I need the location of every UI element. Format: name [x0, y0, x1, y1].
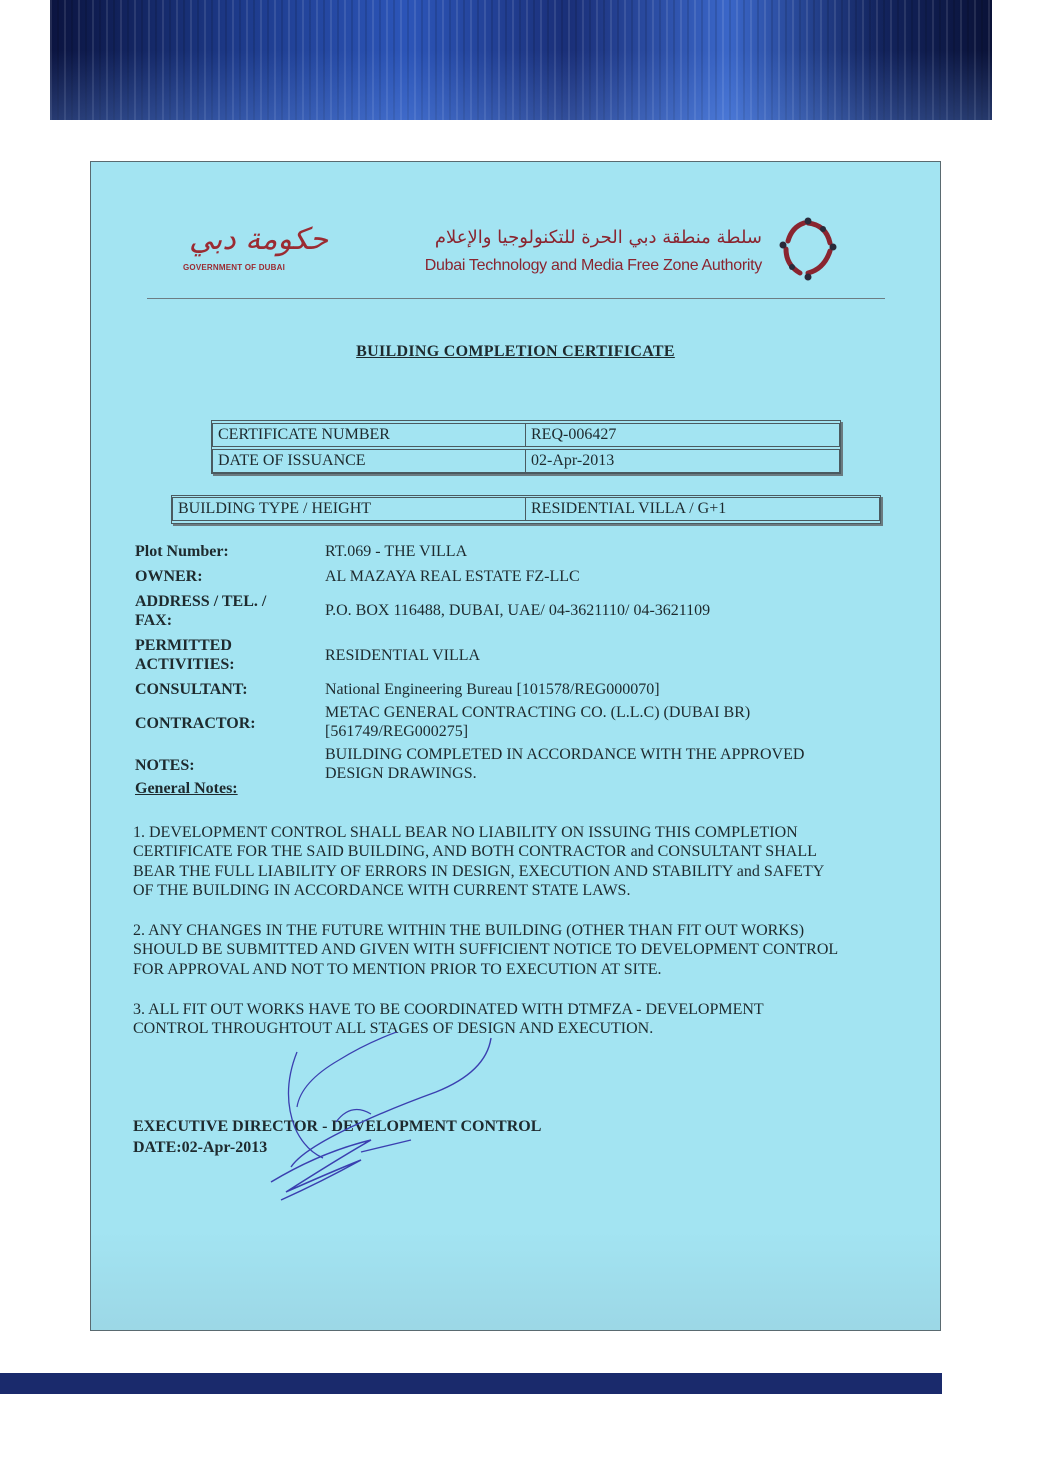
building-type-label: BUILDING TYPE / HEIGHT [178, 500, 372, 517]
date-of-issuance-value: 02-Apr-2013 [525, 450, 839, 472]
general-note-3 [133, 1000, 933, 1039]
table-row [172, 497, 880, 521]
document-title: BUILDING COMPLETION CERTIFICATE [356, 343, 675, 360]
owner-value: AL MAZAYA REAL ESTATE FZ-LLC [325, 568, 580, 585]
dtmfza-logo-icon [778, 217, 838, 283]
general-note-1 [133, 823, 933, 900]
gov-logo-arabic: حكومة دبي [189, 222, 329, 257]
gov-logo-english: GOVERNMENT OF DUBAI [183, 263, 286, 272]
notes-value-line1: BUILDING COMPLETED IN ACCORDANCE WITH THE APPROVED [325, 746, 805, 763]
table-row [212, 423, 840, 447]
building-type-value: RESIDENTIAL VILLA / G+1 [525, 498, 879, 520]
certificate-document [90, 161, 941, 1331]
note-line: CERTIFICATE FOR THE SAID BUILDING, AND BOTH CONTRACTOR and CONSULTANT SHALL [133, 843, 817, 861]
top-banner [50, 0, 992, 120]
date-of-issuance-label: DATE OF ISSUANCE [218, 452, 366, 469]
paper-shade [91, 1230, 940, 1330]
address-label-line1: ADDRESS / TEL. / [135, 593, 267, 610]
owner-label: OWNER: [135, 568, 203, 585]
bottom-bar [0, 1373, 942, 1394]
note-line: SHOULD BE SUBMITTED AND GIVEN WITH SUFFICIENT NOTICE TO DEVELOPMENT CONTROL [133, 941, 839, 959]
note-line: BEAR THE FULL LIABILITY OF ERRORS IN DESIGN, EXECUTION AND STABILITY and SAFETY [133, 862, 825, 880]
contractor-label: CONTRACTOR: [135, 715, 256, 732]
address-value: P.O. BOX 116488, DUBAI, UAE/ 04-3621110/ 04-3621109 [325, 602, 711, 619]
note-line: OF THE BUILDING IN ACCORDANCE WITH CURRENT STATE LAWS. [133, 881, 631, 899]
note-line: 2. ANY CHANGES IN THE FUTURE WITHIN THE BUILDING (OTHER THAN FIT OUT WORKS) [133, 922, 805, 939]
plot-number-label: Plot Number: [135, 543, 229, 560]
permitted-value: RESIDENTIAL VILLA [325, 647, 481, 664]
header-divider [147, 298, 885, 299]
notes-value-line2: DESIGN DRAWINGS. [325, 765, 477, 782]
signatory-date: DATE:02-Apr-2013 [133, 1139, 268, 1156]
certificate-info-table [211, 420, 841, 474]
note-line: 1. DEVELOPMENT CONTROL SHALL BEAR NO LIABILITY ON ISSUING THIS COMPLETION [133, 824, 798, 841]
banner-glow [50, 50, 992, 120]
building-type-table [171, 495, 881, 524]
contractor-value-line1: METAC GENERAL CONTRACTING CO. (L.L.C) (DUBAI BR) [325, 704, 751, 721]
general-note-2 [133, 921, 933, 979]
notes-label: NOTES: [135, 757, 195, 774]
note-line: 3. ALL FIT OUT WORKS HAVE TO BE COORDINATED WITH DTMFZA - DEVELOPMENT [133, 1001, 764, 1018]
permitted-label-line2: ACTIVITIES: [135, 656, 235, 673]
address-label-line2: FAX: [135, 612, 173, 629]
permitted-label-line1: PERMITTED [135, 637, 232, 654]
authority-name-english: Dubai Technology and Media Free Zone Authority [424, 257, 762, 274]
certificate-number-label: CERTIFICATE NUMBER [218, 426, 390, 443]
plot-number-value: RT.069 - THE VILLA [325, 543, 468, 560]
table-row [212, 449, 840, 473]
certificate-number-value: REQ-006427 [525, 424, 839, 446]
consultant-label: CONSULTANT: [135, 681, 248, 698]
note-line: FOR APPROVAL AND NOT TO MENTION PRIOR TO EXECUTION AT SITE. [133, 960, 662, 978]
signatory-title: EXECUTIVE DIRECTOR - DEVELOPMENT CONTROL [133, 1118, 542, 1135]
note-line: CONTROL THROUGHTOUT ALL STAGES OF DESIGN AND EXECUTION. [133, 1020, 654, 1038]
contractor-value-line2: [561749/REG000275] [325, 723, 469, 740]
consultant-value: National Engineering Bureau [101578/REG000070] [325, 681, 660, 698]
general-notes-title: General Notes: [135, 780, 238, 797]
authority-name-arabic: سلطة منطقة دبي الحرة للتكنولوجيا والإعلام [434, 227, 762, 248]
